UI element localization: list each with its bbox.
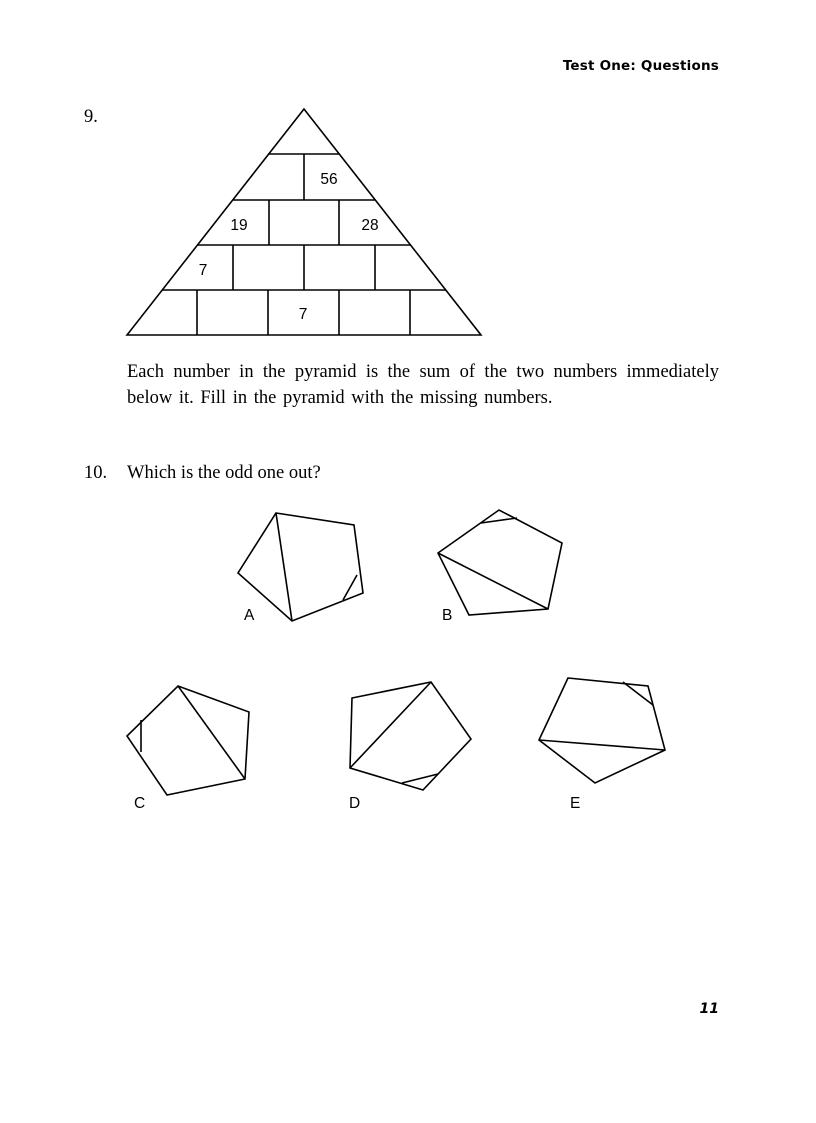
pyramid-cell: 19 (230, 217, 248, 234)
pyramid-cell: 7 (298, 306, 308, 323)
question-9-number: 9. (84, 107, 98, 127)
figure-e-label: E (570, 795, 581, 812)
page-number: 11 (699, 1001, 719, 1017)
figure-e (539, 678, 665, 812)
figure-a (238, 513, 363, 624)
figure-a-label: A (244, 607, 255, 624)
question-10-prompt: Which is the odd one out? (127, 463, 321, 483)
figure-b (438, 510, 562, 624)
pyramid-cell: 7 (198, 262, 208, 279)
figure-d (349, 682, 471, 812)
running-header: Test One: Questions (562, 58, 719, 74)
question-10-number: 10. (84, 463, 108, 483)
figure-c (127, 686, 249, 812)
figure-b-label: B (442, 607, 453, 624)
pyramid-cell: 28 (361, 217, 379, 234)
figure-d-label: D (349, 795, 361, 812)
question-9-instructions: Each number in the pyramid is the sum of the two numbers immediately below it. Fill in the pyramid with the missing numbers. (127, 362, 719, 408)
figure-c-label: C (134, 795, 146, 812)
pyramid-cell: 56 (320, 171, 338, 188)
